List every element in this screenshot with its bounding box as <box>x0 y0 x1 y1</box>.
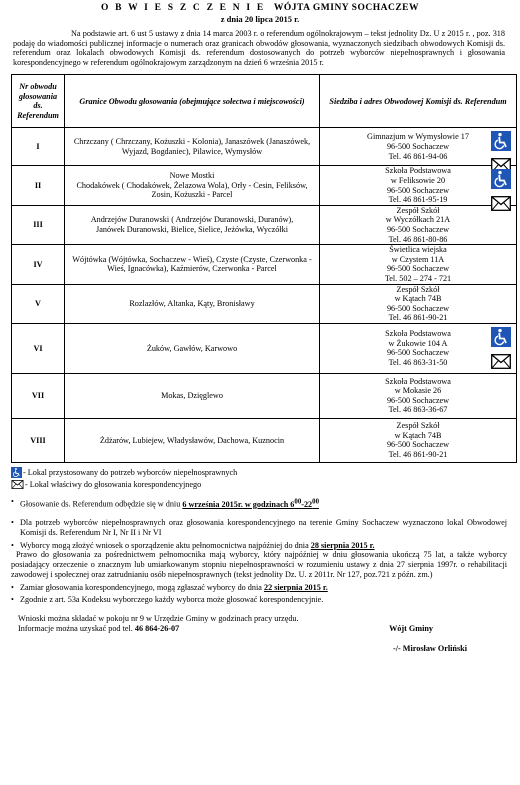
table-header-row <box>12 75 517 128</box>
address-line: 96-500 Sochaczew <box>386 185 450 195</box>
wheelchair-icon <box>491 327 511 347</box>
table-row <box>12 205 517 244</box>
address-line: Zespół Szkół <box>396 421 440 431</box>
address-line: 96-500 Sochaczew <box>386 142 450 152</box>
wheelchair-icon <box>491 169 511 189</box>
address-line: 96-500 Sochaczew <box>386 224 450 234</box>
address-line: Tel. 46 861-90-21 <box>388 313 448 323</box>
header-granice: Granice Obwodu głosowania (obejmujące sołectwa i miejscowości) <box>65 75 320 128</box>
legend-postal: - Lokal właściwy do głosowania korespondencyjnego <box>11 479 511 491</box>
districts-table <box>11 74 517 463</box>
district-boundaries <box>65 373 320 418</box>
address-line: 96-500 Sochaczew <box>386 303 450 313</box>
info-list <box>11 497 507 605</box>
commission-address <box>320 323 517 373</box>
district-number: VIII <box>12 418 65 462</box>
info-postal-rule: • Zgodnie z art. 53a Kodeksu wyborczego każdy wyborca może głosować korespondencyjnie. <box>11 595 507 605</box>
district-boundaries-text: Rozlazłów, Altanka, Kąty, Bronisławy <box>129 298 255 308</box>
table-row <box>12 418 517 462</box>
address-line: Tel. 46 863-36-67 <box>388 405 448 415</box>
address-line: Tel. 46 861-80-86 <box>388 234 448 244</box>
address-line: Zespół Szkół <box>396 205 440 215</box>
address-line: w Wyczółkach 21A <box>385 215 451 225</box>
table-row <box>12 284 517 323</box>
district-number: III <box>12 205 65 244</box>
commission-address <box>320 205 517 244</box>
info-proxy-rules: Prawo do głosowania za pośrednictwem pełnomocnika mają wyborcy, który najpóźniej w dniu głosowania ukończą 75 lat, a także wyborcy posiadający orzeczenie o znacznym lub umiarkowanym stopniu niepełnosprawności w rozumieniu ustawy z dnia 27 sierpnia 1997r. o rehabilitacji zawodowej i społecznej oraz zatrudnianiu osób niepełnosprawnych (tekst jednolity Dz. U. z 2011r. Nr 127, poz.721 z późn. zm.) <box>11 550 507 579</box>
district-boundaries <box>65 205 320 244</box>
district-number: I <box>12 128 65 166</box>
address-line: w Żukowie 104 A <box>388 338 448 348</box>
wheelchair-icon <box>491 131 511 151</box>
footer-applications: Wnioski można składać w pokoju nr 9 w Urzędzie Gminy w godzinach pracy urzędu. <box>18 613 299 623</box>
header-nr: Nr obwodu głosowania ds. Referendum <box>12 75 65 128</box>
address-line: Tel. 46 861-94-06 <box>388 151 448 161</box>
district-boundaries <box>65 323 320 373</box>
footer-phone: Informacje można uzyskać pod tel. 46 864-26-07 <box>18 623 180 633</box>
address-line: 96-500 Sochaczew <box>386 395 450 405</box>
district-boundaries-text: Andrzejów Duranowski ( Andrzejów Duranowski, Duranów), Janówek Duranowski, Bielice, Sielice, Jeżówka, Wyczółki <box>90 215 294 234</box>
header-siedziba: Siedziba i adres Obwodowej Komisji ds. Referendum <box>320 75 517 128</box>
address-line: 96-500 Sochaczew <box>386 264 450 274</box>
district-number: V <box>12 284 65 323</box>
info-accessible-stations: • Dla potrzeb wyborców niepełnosprawnych oraz głosowania korespondencyjnego na terenie Gminy Sochaczew wyznaczono lokal Obwodowej Komisji ds. Referendum Nr I, Nr II i Nr VI <box>11 518 507 537</box>
district-boundaries <box>65 245 320 284</box>
info-postal-deadline: • Zamiar głosowania korespondencyjnego, mogą zgłaszać wyborcy do dnia 22 sierpnia 2015 r. <box>11 583 507 593</box>
info-proxy-deadline: • Wyborcy mogą złożyć wniosek o sporządzenie aktu pełnomocnictwa najpóźniej do dnia 28 sierpnia 2015 r. <box>11 541 507 551</box>
address-line: Świetlica wiejska <box>389 245 447 255</box>
address-line: Tel. 502 – 274 - 721 <box>384 273 452 283</box>
envelope-icon <box>11 480 24 489</box>
address-line: w Kątach 74B <box>394 294 442 304</box>
table-row <box>12 323 517 373</box>
legend-accessible: - Lokal przystosowany do potrzeb wyborców niepełnosprawnych <box>11 467 511 479</box>
table-row <box>12 166 517 205</box>
district-boundaries-text: Wójtówka (Wójtówka, Sochaczew - Wieś), Czyste (Czyste, Czerwonka - Wieś, Ignacówka), Kaźmierów, Czerwonka - Parcel <box>72 254 312 274</box>
envelope-icon <box>491 354 511 369</box>
commission-address <box>320 284 517 323</box>
commission-address <box>320 128 517 166</box>
station-icons <box>491 327 511 369</box>
address-line: w Mokasie 26 <box>394 386 442 396</box>
district-boundaries-text: Żdżarów, Lubiejew, Władysławów, Dachowa, Kuznocin <box>99 435 285 445</box>
address-line: Tel. 46 861-95-19 <box>388 195 448 205</box>
info-date: • Głosowanie ds. Referendum odbędzie się w dniu 6 września 2015r. w godzinach $6^{00}-22^{00}$ <box>11 497 507 509</box>
district-boundaries-text: Chrzczany ( Chrzczany, Kożuszki - Kolonia), Janaszówek (Janaszówek, Wyjazd, Bogdaniec), Pilawice, Wymysłów <box>73 137 311 156</box>
commission-address <box>320 245 517 284</box>
district-number: VII <box>12 373 65 418</box>
notice-intro: Na podstawie art. 6 ust 5 ustawy z dnia 14 marca 2003 r. o referendum ogólnokrajowym – tekst jednolity Dz. U z 2015 r. , poz. 318 podaję do wiadomości publicznej informacje o numerach oraz granicach obwodów głosowania, wyznaczonych siedzibach obwodowych Komisji ds. referendum oraz lokalach obwodowych Komisji ds. referendum dostosowanych do potrzeb wyborców niepełnosprawnych i głosowania korespondencyjnego w referendum ogólnokrajowym zarządzonym na dzień 6 września 2015 r. <box>13 29 505 67</box>
address-line: w Czystem 11A <box>391 254 445 264</box>
table-row <box>12 128 517 166</box>
legend <box>11 467 511 491</box>
notice-title: O B W I E S Z C Z E N I E WÓJTA GMINY SOCHACZEW <box>100 3 420 13</box>
table-row <box>12 373 517 418</box>
address-line: w Feliksowie 20 <box>390 175 446 185</box>
commission-address <box>320 373 517 418</box>
district-boundaries <box>65 166 320 205</box>
table-row <box>12 245 517 284</box>
district-boundaries-text: Mokas, Dzięglewo <box>161 391 223 401</box>
address-line: Zespół Szkół <box>396 284 440 294</box>
district-boundaries <box>65 284 320 323</box>
district-number: VI <box>12 323 65 373</box>
address-line: Gimnazjum w Wymysłowie 17 <box>367 132 469 142</box>
district-boundaries-text: Nowe Mostki Chodakówek ( Chodakówek, Żelazowa Wola), Orły - Cesin, Feliksów, Zosin, Kożuszki - Parcel <box>76 171 308 200</box>
address-line: Szkoła Podstawowa <box>385 166 451 176</box>
footer <box>11 613 507 653</box>
wheelchair-icon <box>11 467 22 478</box>
commission-address <box>320 418 517 462</box>
notice-date: z dnia 20 lipca 2015 r. <box>220 14 300 24</box>
address-line: Tel. 46 861-90-21 <box>388 449 448 459</box>
district-boundaries <box>65 128 320 166</box>
district-boundaries-text: Żuków, Gawłów, Karwowo <box>146 343 238 353</box>
address-line: w Kątach 74B <box>394 430 442 440</box>
address-line: Tel. 46 863-31-50 <box>388 357 448 367</box>
address-line: 96-500 Sochaczew <box>386 348 450 358</box>
address-line: Szkoła Podstawowa <box>385 376 451 386</box>
district-boundaries <box>65 418 320 462</box>
signature-title: Wójt Gminy <box>389 623 433 633</box>
commission-address <box>320 166 517 205</box>
district-number: II <box>12 166 65 205</box>
district-number: IV <box>12 245 65 284</box>
address-line: 96-500 Sochaczew <box>386 440 450 450</box>
signature-name: -/- Mirosław Orliński <box>393 643 467 653</box>
address-line: Szkoła Podstawowa <box>385 329 451 339</box>
